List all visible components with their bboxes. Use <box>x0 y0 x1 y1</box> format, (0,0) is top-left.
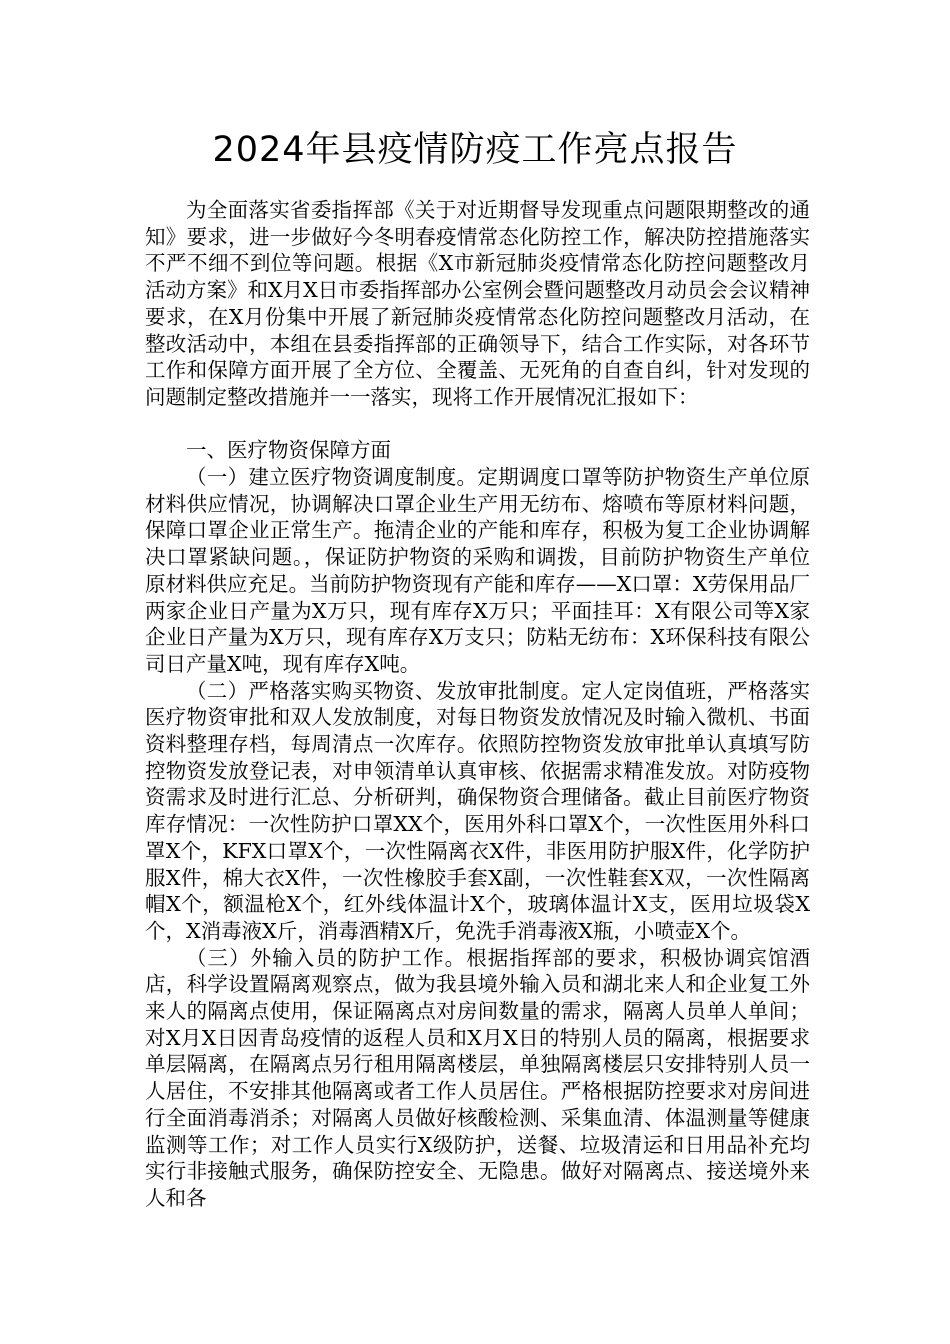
paragraph-external-protection: （三）外输入员的防护工作。根据指挥部的要求，积极协调宾馆酒店，科学设置隔离观察点，做为我县境外输入员和湖北来人和企业复工外来人的隔离点使用，保证隔离点对房间数量的需求，隔离人员单人单间；对X月X日因青岛疫情的返程人员和X月X日的特别人员的隔离，根据要求单层隔离，在隔离点另行租用隔离楼层，单独隔离楼层只安排特别人员一人居住，不安排其他隔离或者工作人员居住。严格根据防控要求对房间进行全面消毒消杀；对隔离人员做好核酸检测、采集血清、体温测量等健康监测等工作；对工作人员实行X级防护，送餐、垃圾清运和日用品补充均实行非接触式服务，确保防控安全、无隐患。做好对隔离点、接送境外来人和各 <box>145 945 810 1210</box>
document-body <box>145 197 810 1212</box>
section-heading-medical-supplies: 一、医疗物资保障方面 <box>186 438 391 463</box>
paragraph-approval-system: （二）严格落实购买物资、发放审批制度。定人定岗值班，严格落实医疗物资审批和双人发放制度，对每日物资发放情况及时输入微机、书面资料整理存档，每周清点一次库存。依照防控物资发放审批单认真填写防控物资发放登记表，对申领清单认真审核、依据需求精准发放。对防疫物资需求及时进行汇总、分析研判，确保物资合理储备。截止目前医疗物资库存情况：一次性防护口罩XX个，医用外科口罩X个，一次性医用外科口罩X个，KFX口罩X个，一次性隔离衣X件，非医用防护服X件，化学防护服X件，棉大衣X件，一次性橡胶手套X副，一次性鞋套X双，一次性隔离帽X个，额温枪X个，红外线体温计X个，玻璃体温计X支，医用垃圾袋X个，X消毒液X斤，消毒酒精X斤，免洗手消毒液X瓶，小喷壶X个。 <box>145 678 810 943</box>
intro-paragraph: 为全面落实省委指挥部《关于对近期督导发现重点问题限期整改的通知》要求，进一步做好今冬明春疫情常态化防控工作，解决防控措施落实不严不细不到位等问题。根据《X市新冠肺炎疫情常态化防控问题整改月活动方案》和X月X日市委指挥部办公室例会暨问题整改月动员会会议精神要求，在X月份集中开展了新冠肺炎疫情常态化防控问题整改月活动，在整改活动中，本组在县委指挥部的正确领导下，结合工作实际，对各环节工作和保障方面开展了全方位、全覆盖、无死角的自查自纠，针对发现的问题制定整改措施并一一落实，现将工作开展情况汇报如下： <box>145 198 810 409</box>
document-title: 2024年县疫情防疫工作亮点报告 <box>212 130 738 170</box>
paragraph-dispatch-system: （一）建立医疗物资调度制度。定期调度口罩等防护物资生产单位原材料供应情况，协调解决口罩企业生产用无纺布、熔喷布等原材料问题，保障口罩企业正常生产。拖清企业的产能和库存，积极为复工企业协调解决口罩紧缺问题。，保证防护物资的采购和调拨，目前防护物资生产单位原材料供应充足。当前防护物资现有产能和库存——X口罩：X劳保用品厂两家企业日产量为X万只，现有库存X万只；平面挂耳：X有限公司等X家企业日产量为X万只，现有库存X万支只；防粘无纺布：X环保科技有限公司日产量X吨，现有库存X吨。 <box>145 465 810 676</box>
